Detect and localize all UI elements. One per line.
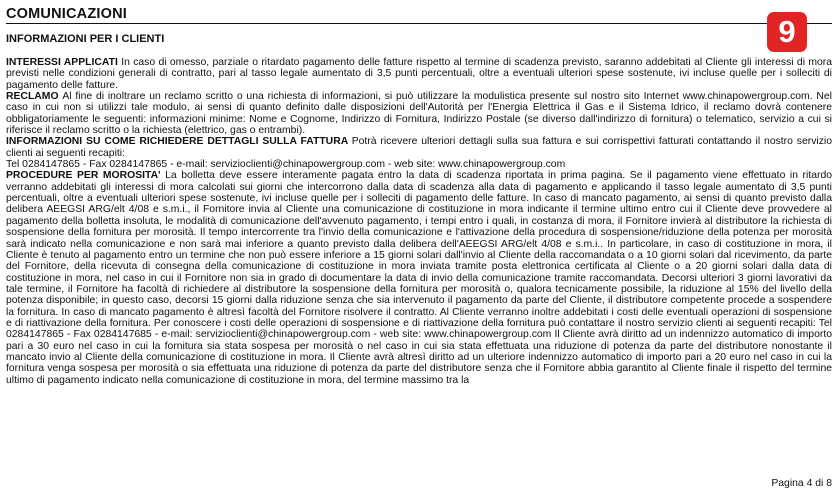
heading-interessi: INTERESSI APPLICATI bbox=[6, 57, 122, 68]
paragraph-morosita bbox=[6, 170, 832, 386]
page-number-badge: 9 bbox=[767, 12, 807, 52]
section-title: COMUNICAZIONI bbox=[6, 6, 832, 24]
heading-dettagli-fattura: INFORMAZIONI SU COME RICHIEDERE DETTAGLI SULLA FATTURA bbox=[6, 136, 352, 148]
contact-line: Tel 0284147865 - Fax 0284147865 - e-mail: servizioclienti@chinapowergroup.com - web site: www.chinapowergroup.com bbox=[6, 159, 566, 171]
heading-reclamo: RECLAMO bbox=[6, 91, 63, 103]
paragraph-reclamo bbox=[6, 91, 832, 136]
heading-morosita: PROCEDURE PER MOROSITA' bbox=[6, 170, 166, 182]
text-morosita: La bolletta deve essere interamente pagata entro la data di scadenza riportata in prima pagina. Se il pagamento viene effettuato in ritardo verranno addebitati gli interessi di mora calcolati sui giorni che intercorrono dalla data di scadenza alla data di pagamento e applicando il tasso legale aumentato di 3,5 punti percentuali, oltre a eventuali ulteriori spese sostenute, ivi incluse quelle per i solleciti di pagamento delle fatture. In caso di mancato pagamento, ai sensi di quanto previsto dalla delibera AEEGSI ARG/elt 4/08 e s.m.i., il Fornitore invia al Cliente una comunicazione di costituzione in mora indicante il termine ultimo entro cui il Cliente deve provvedere al pagamento della bolletta insoluta, le modalità di comunicazione dell'avvenuto pagamento, i tempi entro i quali, in costanza di mora, il Fornitore invierà al distributore la richiesta di sospensione della fornitura per morosità. Il tempo intercorrente tra l'invio della comunicazione e l'attivazione della procedura di sospensione/riduzione della potenza per morosità sarà indicato nella comunicazione e non sarà mai inferiore a quanto previsto dalla delibera dell'AEEGSI ARG/elt 4/08 e s.m.i.. In particolare, in caso di costituzione in mora, il Cliente è tenuto al pagamento entro un termine che non può essere inferiore a 15 giorni solari dall'invio al Cliente della raccomandata o a 10 giorni solari dal ricevimento, da parte del Fornitore, della ricevuta di consegna della comunicazione di costituzione in mora inviata tramite posta elettronica certificata al Cliente o a 20 giorni solari dalla data di costituzione in mora, nel caso in cui il Fornitore non sia in grado di documentare la data di invio della comunicazione tramite raccomandata. Decorsi ulteriori 3 giorni lavorativi da tale termine, il Fornitore ha facoltà di richiedere al distributore la sospensione della fornitura per morosità o, qualora tecnicamente possibile, la riduzione al 15% del livello della potenza disponibile; in questo caso, decorsi 15 giorni dalla riduzione senza che sia intervenuto il pagamento da parte del Cliente, il distributore competente procede a sospendere la fornitura. In caso di mancato pagamento è altresì facoltà del Fornitore risolvere il contratto. Al Cliente verranno inoltre addebitati i costi delle eventuali operazioni di sospensione e di riattivazione della fornitura. Per conoscere i costi delle operazioni di sospensione e di riattivazione della fornitura può contattare il nostro servizio clienti ai seguenti recapiti: Tel 0284147865 - Fax 0284147685 - e-mail: servizioclienti@chinapowergroup.com - web site: www.chinapowergroup.com Il Cliente avrà diritto ad un indennizzo automatico di importo pari a 30 euro nel caso in cui la fornitura sia stata sospesa per morosità o nel caso in cui sia stata effettuata una riduzione di potenza da parte del distributore nonostante il mancato invio al Cliente della comunicazione di costituzione in mora. Il Cliente avrà altresì diritto ad un ulteriore indennizzo automatico di importo pari a 20 euro nel caso in cui la fornitura venga sospesa per morosità o sia effettuata una riduzione di potenza da parte del distributore senza che il Fornitore abbia garantito al Cliente finale il rispetto del termine ultimo di pagamento indicato nella comunicazione di costituzione in mora, del termine massimo tra la bbox=[6, 170, 833, 386]
paragraph-interessi bbox=[6, 57, 832, 91]
text-reclamo: Al fine di inoltrare un reclamo scritto o una richiesta di informazioni, si può utilizzare la modulistica presente sul nostro sito Internet www.chinapowergroup.com. Nel caso in cui non si utilizzi tale modulo, ai sensi di quanto definito dalle disposizioni dell'Autorità per l'Energia Elettrica il Gas e il Sistema Idrico, il reclamo dovrà contenere obbligatoriamente le seguenti: informazioni minime: Nome e Cognome, Indirizzo di Fornitura, Indirizzo Postale (se diverso dall'indirizzo di fornitura) o telematico, servizio a cui si riferisce il reclamo scritto o la richiesta (elettrico, gas o entrambi). bbox=[6, 91, 832, 137]
text-interessi: In caso di omesso, parziale o ritardato pagamento delle fatture rispetto al termine di scadenza previsto, saranno addebitati al Cliente gli interessi di mora previsti nelle condizioni generali di contratto, pari al tasso legale aumentato di 3,5 punti percentuali, oltre a eventuali ulteriori spese sostenute, ivi incluse quelle per i solleciti di pagamento delle fatture. bbox=[6, 57, 833, 91]
page-footer: Pagina 4 di 8 bbox=[771, 478, 832, 489]
section-subtitle: INFORMAZIONI PER I CLIENTI bbox=[6, 33, 165, 45]
paragraph-dettagli-fattura bbox=[6, 136, 832, 159]
document-body bbox=[6, 57, 832, 386]
text-dettagli-fattura: Potrà ricevere ulteriori dettagli sulla sua fattura e sui corrispettivi fatturati contattando il nostro servizio clienti ai seguenti recapiti: bbox=[6, 136, 833, 159]
